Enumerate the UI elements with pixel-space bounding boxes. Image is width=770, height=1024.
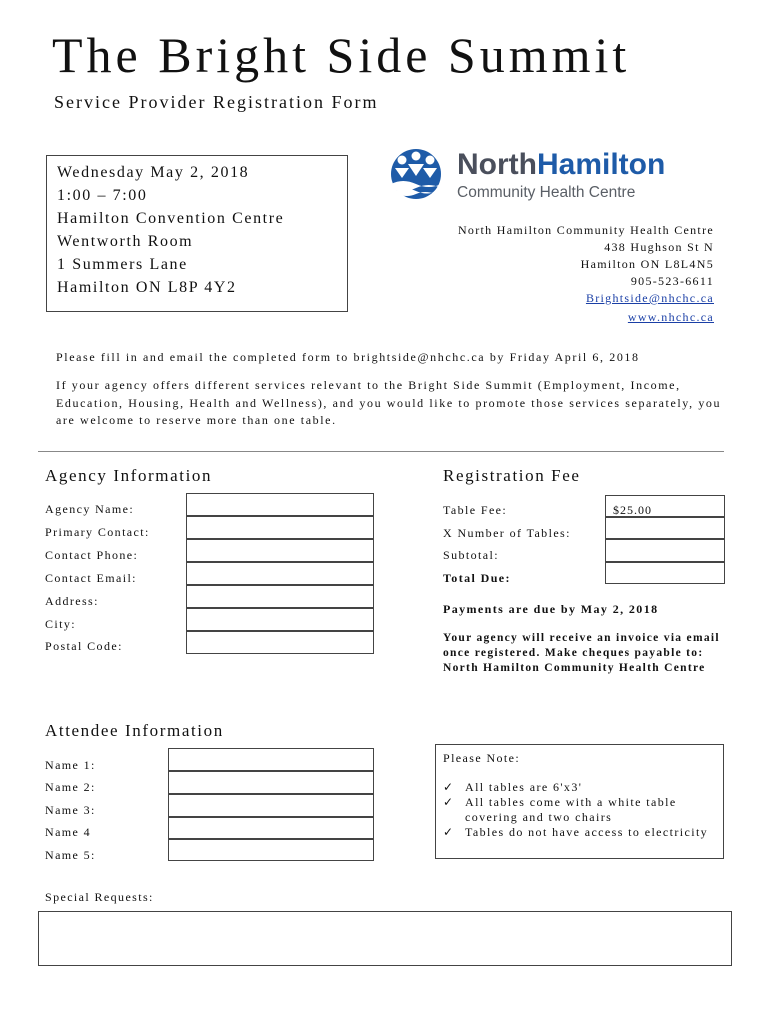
address-input[interactable] <box>186 585 374 608</box>
checkmark-icon: ✓ <box>443 780 455 794</box>
subtotal-input[interactable] <box>605 539 725 562</box>
checkmark-icon: ✓ <box>443 825 455 839</box>
checkmark-icon: ✓ <box>443 795 455 809</box>
attendee-name-1-input[interactable] <box>168 748 374 771</box>
org-phone: 905-523-6611 <box>630 274 714 288</box>
note-item-text: Tables do not have access to electricity <box>465 825 709 839</box>
event-date: Wednesday May 2, 2018 <box>57 164 250 181</box>
event-details-box <box>46 155 348 312</box>
event-time: 1:00 – 7:00 <box>57 187 148 204</box>
contact-email-label: Contact Email: <box>45 571 137 585</box>
contact-phone-input[interactable] <box>186 539 374 562</box>
agency-name-label: Agency Name: <box>45 502 135 516</box>
org-email-link[interactable]: Brightside@nhchc.ca <box>585 291 714 305</box>
multiple-tables-note: If your agency offers different services relevant to the Bright Side Summit (Employment, Income, Education, Housing, Health and Wellness), and you would like to promote those services separately, you are welcome to reserve more than one table. <box>56 378 722 427</box>
note-item-text: All tables come with a white table covering and two chairs <box>465 795 677 824</box>
attendee-name-4-input[interactable] <box>168 817 374 839</box>
note-item-text: All tables are 6'x3' <box>465 780 583 794</box>
org-street: 438 Hughson St N <box>604 240 714 254</box>
logo-subtitle: Community Health Centre <box>457 184 636 201</box>
special-requests-label: Special Requests: <box>45 890 154 904</box>
note-item <box>443 780 716 795</box>
org-city: Hamilton ON L8L4N5 <box>580 257 714 271</box>
total-due-label: Total Due: <box>443 571 511 585</box>
form-title: The Bright Side Summit <box>52 27 631 83</box>
form-subtitle: Service Provider Registration Form <box>54 92 379 112</box>
attendee-name-3-input[interactable] <box>168 794 374 817</box>
registration-fee-heading: Registration Fee <box>443 466 581 485</box>
attendee-name-4-label: Name 4 <box>45 825 92 839</box>
section-divider <box>38 451 724 452</box>
please-note-box <box>435 744 724 859</box>
logo-wordmark-north: North <box>457 148 537 181</box>
event-room: Wentworth Room <box>57 233 194 250</box>
subtotal-label: Subtotal: <box>443 548 499 562</box>
attendee-name-2-input[interactable] <box>168 771 374 794</box>
postal-code-label: Postal Code: <box>45 639 123 653</box>
please-note-heading: Please Note: <box>443 751 521 765</box>
number-of-tables-input[interactable] <box>605 517 725 539</box>
note-item <box>443 795 716 825</box>
event-street: 1 Summers Lane <box>57 256 188 273</box>
city-input[interactable] <box>186 608 374 631</box>
contact-phone-label: Contact Phone: <box>45 548 139 562</box>
address-label: Address: <box>45 594 99 608</box>
north-hamilton-logo <box>387 148 717 204</box>
attendee-name-5-input[interactable] <box>168 839 374 861</box>
org-name: North Hamilton Community Health Centre <box>457 223 714 237</box>
logo-wordmark <box>457 148 665 182</box>
attendee-name-5-label: Name 5: <box>45 848 96 862</box>
number-of-tables-label: X Number of Tables: <box>443 526 571 540</box>
table-fee-value: $25.00 <box>605 495 725 517</box>
total-due-input[interactable] <box>605 562 725 584</box>
people-wave-logo-icon <box>387 148 445 200</box>
agency-name-input[interactable] <box>186 493 374 516</box>
org-website-link[interactable]: www.nhchc.ca <box>627 310 714 324</box>
invoice-note: Your agency will receive an invoice via email once registered. Make cheques payable to: North Hamilton Community Health Centre <box>443 632 720 674</box>
logo-wordmark-hamilton: Hamilton <box>536 148 666 181</box>
attendee-name-3-label: Name 3: <box>45 803 96 817</box>
submission-instructions: Please fill in and email the completed form to brightside@nhchc.ca by Friday April 6, 2018 <box>56 350 640 364</box>
attendee-name-1-label: Name 1: <box>45 758 96 772</box>
payment-due-note: Payments are due by May 2, 2018 <box>443 602 659 616</box>
primary-contact-label: Primary Contact: <box>45 525 150 539</box>
contact-email-input[interactable] <box>186 562 374 585</box>
table-fee-label: Table Fee: <box>443 503 508 517</box>
postal-code-input[interactable] <box>186 631 374 654</box>
city-label: City: <box>45 617 77 631</box>
note-item <box>443 825 716 840</box>
agency-info-heading: Agency Information <box>45 466 213 485</box>
special-requests-input[interactable] <box>38 911 732 966</box>
attendee-info-heading: Attendee Information <box>45 721 224 740</box>
event-city: Hamilton ON L8P 4Y2 <box>57 279 237 296</box>
event-venue: Hamilton Convention Centre <box>57 210 285 227</box>
attendee-name-2-label: Name 2: <box>45 780 96 794</box>
primary-contact-input[interactable] <box>186 516 374 539</box>
